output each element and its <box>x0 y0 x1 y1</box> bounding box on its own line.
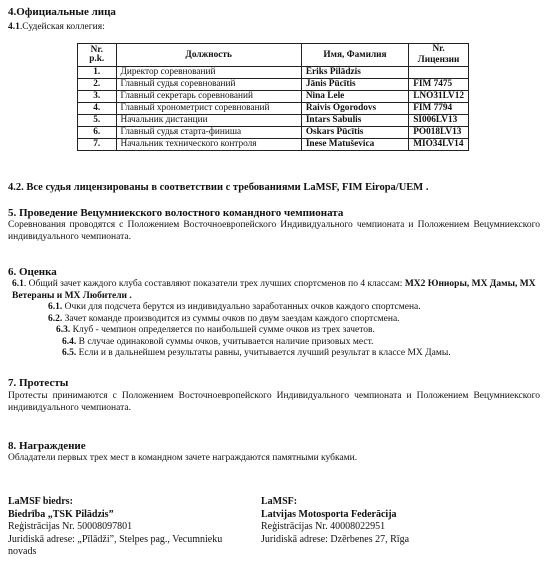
row-license: FIM 7794 <box>409 103 469 115</box>
table-row <box>78 139 469 151</box>
table-row <box>78 67 469 79</box>
evaluation-item-text: Если и в дальнейшем результаты равны, учитывается лучший результат в классе MX Дамы. <box>78 348 451 358</box>
evaluation-item-text: В случае одинаковой суммы очков, учитывается наличие призовых мест. <box>78 336 374 347</box>
row-license: LNO31LV12 <box>409 91 469 103</box>
evaluation-item-number: 6.2. <box>48 313 63 324</box>
row-name: Jānis Pūcītis <box>301 79 408 91</box>
officials-table <box>77 43 469 151</box>
signature-block-left <box>8 496 258 559</box>
row-number: 5. <box>78 115 117 127</box>
evaluation-item-number: 6.4. <box>62 336 77 347</box>
officials-table-body <box>78 67 469 151</box>
row-number: 6. <box>78 127 117 139</box>
header-license: Nr. Лицензии <box>409 44 469 67</box>
table-row <box>78 79 469 91</box>
row-license: PO018LV13 <box>409 127 469 139</box>
right-reg-number: Reģistrācijas Nr. 40008022951 <box>261 521 386 532</box>
section-4-title: 4.Официальные лица <box>8 6 116 18</box>
header-position: Должность <box>116 44 301 67</box>
left-org-name: Biedrība „TSK Pilādzis” <box>8 508 114 520</box>
header-nr-label: Nr. p.k. <box>89 45 105 64</box>
row-license <box>409 67 469 79</box>
section-5-text: Соревнования проводятся с Положением Восточноевропейского Индивидуального чемпионата и Положением Вецумниекского индивидуального чемпионата. <box>8 220 540 242</box>
row-number: 1. <box>78 67 117 79</box>
table-row <box>78 127 469 139</box>
paragraph-classes: MX2 Юниоры, MX Дамы, MX Ветераны и MX Любители . <box>12 279 536 301</box>
section-6-title: 6. Оценка <box>8 266 57 278</box>
evaluation-item-text: Клуб - чемпион определяется по наибольшей сумме очков из трех зачетов. <box>72 325 375 335</box>
right-org-name: Latvijas Motosporta Federācija <box>261 508 397 520</box>
table-row <box>78 115 469 127</box>
row-position: Директор соревнований <box>116 67 301 79</box>
section-8-title: 8. Награждение <box>8 440 86 452</box>
right-org-label: LaMSF: <box>261 496 298 507</box>
section-6-items <box>48 302 538 360</box>
left-address-line-2: novads <box>8 546 37 557</box>
row-name: Inese Matuševica <box>301 139 408 151</box>
section-6-1-paragraph <box>12 279 542 303</box>
paragraph-text: . Общий зачет каждого клуба составляют показатели трех лучших спортсменов по 4 классам: <box>23 279 403 289</box>
row-position: Главный секретарь соревнований <box>116 91 301 103</box>
section-4-1-subtitle <box>8 22 105 34</box>
row-name: Intars Sabulis <box>301 115 408 127</box>
table-header-row <box>78 44 469 67</box>
evaluation-item <box>56 325 538 337</box>
subtitle-text: .Судейская коллегия: <box>19 22 105 32</box>
header-name: Имя, Фамилия <box>301 44 408 67</box>
section-7-title: 7. Протесты <box>8 377 69 389</box>
signature-block-right <box>261 496 541 546</box>
paragraph-number: 6.1 <box>12 279 24 289</box>
section-8-text: Обладатели первых трех мест в командном зачете награждаются памятными кубками. <box>8 453 358 463</box>
evaluation-item <box>48 314 538 326</box>
evaluation-item-number: 6.5. <box>62 348 77 358</box>
row-number: 4. <box>78 103 117 115</box>
header-nr <box>78 44 117 67</box>
row-license: SI006LV13 <box>409 115 469 127</box>
row-number: 7. <box>78 139 117 151</box>
row-name: Oskars Pūcītis <box>301 127 408 139</box>
left-reg-number: Reģistrācijas Nr. 50008097801 <box>8 521 133 532</box>
row-license: MIO34LV14 <box>409 139 469 151</box>
row-number: 2. <box>78 79 117 91</box>
evaluation-item-text: Зачет команде производится из суммы очков по двум заездам каждого спортсмена. <box>64 313 400 324</box>
row-position: Начальник дистанции <box>116 115 301 127</box>
row-position: Главный судья соревнований <box>116 79 301 91</box>
left-org-label: LaMSF biedrs: <box>8 496 73 507</box>
table-row <box>78 91 469 103</box>
evaluation-item <box>62 348 538 360</box>
subtitle-number: 4.1 <box>8 22 20 32</box>
evaluation-item-text: Очки для подсчета берутся из индивидуально заработанных очков каждого спортсмена. <box>64 302 421 312</box>
evaluation-item-number: 6.1. <box>48 302 63 312</box>
row-license: FIM 7475 <box>409 79 469 91</box>
section-7-text: Протесты принимаются с Положением Восточноевропейского Индивидуального чемпионата и Положением Вецумниекского индивидуального чемпионата. <box>8 391 540 413</box>
row-position: Главный хронометрист соревнований <box>116 103 301 115</box>
section-4-2-statement: 4.2. Все судья лицензированы в соответствии с требованиями LaMSF, FIM Eiropa/UEM . <box>8 182 429 193</box>
left-address-line-1: Juridiskā adrese: „Pīlādži”, Stelpes pag., Vecumnieku <box>8 533 223 545</box>
right-address-line-1: Juridiskā adrese: Dzērbenes 27, Rīga <box>261 533 410 545</box>
row-number: 3. <box>78 91 117 103</box>
evaluation-item <box>48 302 538 314</box>
section-5-title: 5. Проведение Вецумниекского волостного командного чемпионата <box>8 207 344 219</box>
evaluation-item <box>62 337 538 349</box>
row-name: Raivis Ogorodovs <box>301 103 408 115</box>
evaluation-item-number: 6.3. <box>56 325 71 335</box>
row-position: Главный судья старта-финиша <box>116 127 301 139</box>
row-name: Ēriks Pilādzis <box>301 67 408 79</box>
row-name: Nina Lele <box>301 91 408 103</box>
table-row <box>78 103 469 115</box>
row-position: Начальник технического контроля <box>116 139 301 151</box>
